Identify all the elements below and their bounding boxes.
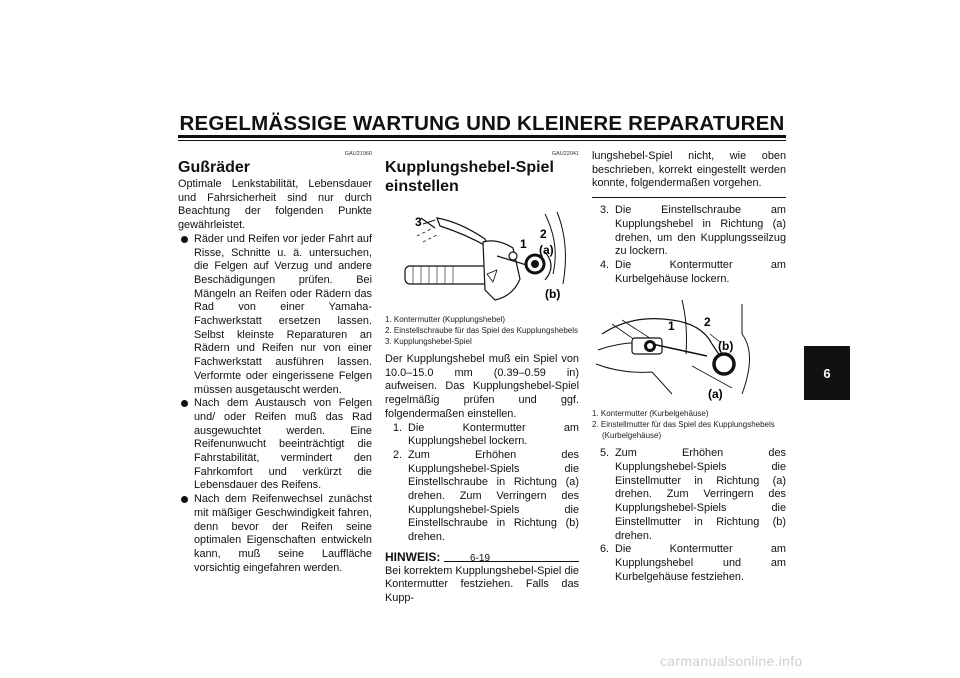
note-text: Bei korrektem Kupplungshebel-Spiel die Kontermutter festziehen. Falls das Kupp- xyxy=(385,564,579,604)
label-a: (a) xyxy=(708,387,723,402)
step-item: 6. Die Kontermutter am Kupplungshebel und am Kurbelgehäuse festziehen. xyxy=(600,543,786,583)
bullet-icon xyxy=(181,400,188,407)
step-item: 2. Zum Erhöhen des Kupplungshebel-Spiels die Einstellschraube in Richtung (a) drehen. Zum Verringern des Kupplungshebel-Spiels die Einstellschraube in Richtung (b) drehen. xyxy=(393,448,579,544)
crankcase-adjuster-figure xyxy=(592,294,782,406)
header-rule-thin xyxy=(178,140,786,141)
page-title: REGELMÄSSIGE WARTUNG UND KLEINERE REPARATUREN xyxy=(179,112,785,135)
middle-column xyxy=(385,150,579,606)
note-header: HINWEIS: xyxy=(385,551,579,565)
label-b: (b) xyxy=(545,287,561,301)
header-rule-thick xyxy=(178,135,786,138)
bullet-item: Nach dem Austausch von Felgen und/ oder Reifen muß das Rad ausgewuchtet werden. Eine Reifenunwucht beeinträchtigt die Fahrstabilität, vermindert den Fahrkomfort und verkürzt die Lebensdauer des Reifens. xyxy=(178,397,372,493)
label-2: 2 xyxy=(540,227,547,241)
label-a: (a) xyxy=(539,243,554,257)
procedure-rule xyxy=(592,197,786,198)
section-code: GAU21960 xyxy=(344,151,372,157)
section-heading-wheels: Gußräder xyxy=(178,159,251,176)
crankcase-adjuster-illustration xyxy=(592,294,782,406)
bullet-item: Nach dem Reifenwechsel zunächst mit mäßiger Geschwindigkeit fahren, denn bevor der Reifen seine optimalen Eigenschaften entwickeln kann, muß seine Lauffläche vorsichtig eingefahren werden. xyxy=(178,493,372,575)
clutch-lever-illustration xyxy=(385,204,575,310)
figure-caption: 1. Kontermutter (Kupplungshebel) 2. Einstellschraube für das Spiel des Kupplungshebels 3. Kupplungshebel-Spiel xyxy=(385,315,579,346)
label-3: 3 xyxy=(415,215,422,229)
label-1: 1 xyxy=(520,237,527,251)
step-item: 4. Die Kontermutter am Kurbelgehäuse lockern. xyxy=(600,258,786,285)
step-item: 1. Die Kontermutter am Kupplungshebel lockern. xyxy=(393,421,579,448)
step-item: 3. Die Einstellschraube am Kupplungshebel in Richtung (a) drehen, um den Kupplungsseilzug zu lockern. xyxy=(600,204,786,258)
page-number: 6-19 xyxy=(469,553,490,564)
section-heading-clutch: Kupplungshebel-Spiel einstellen xyxy=(385,159,554,195)
label-b: (b) xyxy=(718,339,734,354)
continued-paragraph: lungshebel-Spiel nicht, wie oben beschrieben, korrekt eingestellt werden konnte, folgendermaßen vorgehen. xyxy=(592,150,786,190)
bullet-icon xyxy=(181,496,188,503)
figure-caption: 1. Kontermutter (Kurbelgehäuse) 2. Einstellmutter für das Spiel des Kupplungshebels (Kurbelgehäuse) xyxy=(592,409,775,441)
bullet-item: Räder und Reifen vor jeder Fahrt auf Risse, Schnitte u. ä. untersuchen, die Felgen auf Verzug und andere Beschädigungen prüfen. Bei Mängeln an Reifen oder Rädern das Rad von einer Yamaha-Fachwerkstatt ersetzen lassen. Selbst kleinste Reparaturen an Rädern und Reifen nur von einer Fachwerkstatt ausführen lassen. Verformte oder eingerissene Felgen müssen ausgetauscht werden. xyxy=(178,233,372,397)
intro-paragraph: Optimale Lenkstabilität, Lebensdauer und Fahrsicherheit sind nur durch Beachtung der folgenden Punkte gewährleistet. xyxy=(178,178,372,232)
step-item: 5. Zum Erhöhen des Kupplungshebel-Spiels die Einstellmutter in Richtung (a) drehen. Zum Verringern des Kupplungshebel-Spiels die Einstellmutter in Richtung (b) drehen. xyxy=(600,447,786,542)
left-column xyxy=(178,150,372,575)
watermark: carmanualsonline.info xyxy=(660,653,803,669)
section-code: GAU22041 xyxy=(551,151,579,157)
clutch-play-paragraph: Der Kupplungshebel muß ein Spiel von 10.0–15.0 mm (0.39–0.59 in) aufweisen. Das Kupplungshebel-Spiel regelmäßig prüfen und ggf. folgendermaßen einstellen. xyxy=(385,353,579,420)
clutch-lever-figure xyxy=(385,204,575,310)
chapter-tab: 6 xyxy=(804,346,850,400)
right-column xyxy=(592,150,786,584)
bullet-icon xyxy=(181,236,188,243)
label-2: 2 xyxy=(704,315,711,330)
label-1: 1 xyxy=(668,319,675,334)
